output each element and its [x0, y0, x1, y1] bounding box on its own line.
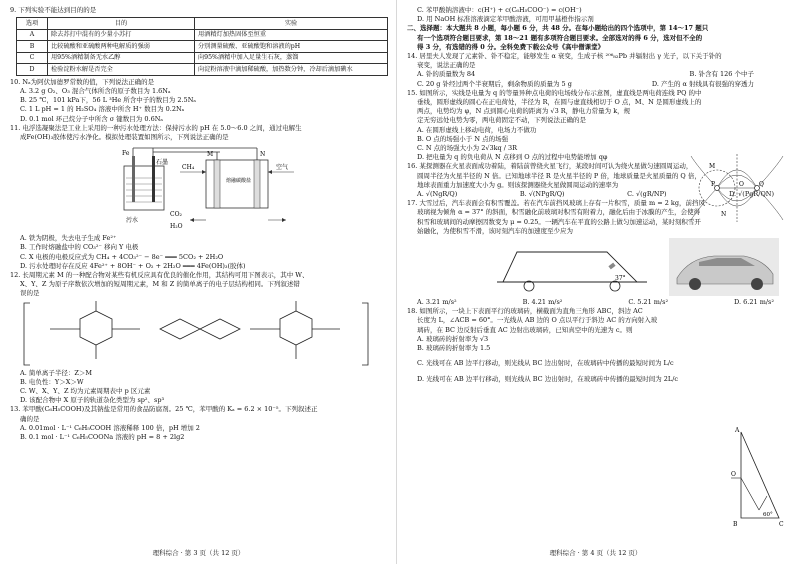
q9-row-option: C [17, 52, 48, 64]
q15-option-d: D. 把电量为 q 的负电荷从 N 点移到 O 点的过程中电势能增加 qφ [417, 153, 608, 162]
fig-label-molten-carbonate: 熔融碳酸盐 [226, 178, 252, 185]
q9-row-option: D [17, 64, 48, 76]
q12-stem-line2: X、Y、Z 为原子序数依次增加的短周期元素，M 和 Z 的简单离子的电子层结构相同。下列叙述错 [20, 280, 300, 289]
q12-option-b: B. 电负性：Y＞X＞W [20, 377, 84, 386]
q17-figure-area [407, 236, 784, 298]
q16-option-d: D. √(PgR/QN) [729, 190, 774, 199]
q18-triangle-figure [727, 426, 787, 530]
q18-stem-line3: 璃砖，在 BC 边反射后垂直 AC 边射出玻璃砖，已知真空中的光速为 c。则 [417, 325, 633, 334]
q9-row-purpose: 用95%酒精制备无水乙醇 [48, 52, 195, 64]
q14-option-b: B. 钋含有 126 个中子 [689, 70, 754, 79]
q9-header-option: 选项 [17, 18, 48, 30]
q10-option-a: A. 3.2 g O₂、O₃ 混合气体所含的原子数目为 1.6Nₐ [20, 86, 171, 95]
fig-label-fe: Fe [122, 150, 130, 158]
q12-stem-line1: 12. 长周期元素 M 的一种配合物对某些有机反应具有优良的催化作用，其结构可用下图表示，其中 W、 [10, 270, 309, 279]
q15-stem-line1: 15. 如图所示，实线是电量为 q 的等量异种点电荷的电场线分布示意图，虚直线是两电荷连线 PQ 的中 [407, 88, 702, 97]
q12-option-a: A. 简单离子半径：Z＞M [20, 368, 92, 377]
q14-options-row1 [407, 70, 784, 79]
q9-table [16, 17, 388, 76]
table-row [17, 52, 388, 64]
table-row [17, 64, 388, 76]
q17-car-diagram [497, 238, 647, 296]
q11-stem-line2: 成Fe(OH)₃胶体使污水净化。模拟处理装置如图所示，下列说法正确的是 [20, 132, 229, 141]
q15-stem-line3: 两点，电势均为 φ，N 点到圆心电荷的距离为 √3 R，静电力常量为 k，规 [417, 107, 631, 116]
fig-label-graphite: 石墨 [156, 159, 169, 167]
q16-stem-line3: 地球表面重力加速度大小为 g。则该探测器绕火星做圆周运动的速率为 [417, 180, 619, 189]
right-page [397, 0, 794, 564]
q17-option-b: B. 4.21 m/s² [522, 298, 563, 307]
q14-option-d: D. 产生的 α 射线具有很强的穿透力 [651, 79, 754, 88]
q14-option-a: A. 钋的质量数为 84 [417, 70, 476, 79]
q13-option-b: B. 0.1 mol · L⁻¹ C₆H₅COONa 溶液的 pH = 8 + 2lg2 [20, 432, 185, 441]
q9-row-purpose: 除去苏打中混有的少量小苏打 [48, 29, 195, 41]
q17-stem-line3: 积雪和玻璃间的动摩擦因数变为 μ = 0.25。一辆汽车在平直的公路上做匀加速运动，某时刻积雪开 [417, 217, 701, 226]
q9-row-experiment: 向95%酒精中加入足量生石灰，蒸馏 [195, 52, 388, 64]
q9-row-option: B [17, 41, 48, 53]
table-row [17, 41, 388, 53]
q15-option-a: A. 在圆形虚线上移动电荷，电场力不做功 [417, 125, 537, 134]
q12-option-d: D. 该配合物中 X 原子的轨道杂化类型为 sp²、sp³ [20, 396, 165, 405]
q16-option-c: C. √(gR/NP) [627, 190, 667, 199]
q9-row-purpose: 检验淀粉水解是否完全 [48, 64, 195, 76]
q13-option-d: D. 用 NaOH 标准溶液滴定苯甲酸溶液，可用甲基橙作指示剂 [417, 15, 594, 24]
fig-label-angle: 60° [763, 512, 773, 518]
fig-label-n: N [721, 211, 727, 218]
q9-row-option: A [17, 29, 48, 41]
fig-label-p: P [711, 181, 716, 188]
fig-label-m: M [709, 163, 716, 170]
q15-stem-line4: 定无穷远处电势为零，两电荷固定不动，下列说法正确的是 [417, 116, 586, 125]
q15-option-b: B. O 点的场强小于 N 点的场强 [417, 134, 509, 143]
fig-label-n: N [260, 151, 266, 159]
q15-field-figure [687, 152, 787, 224]
q11-option-c: C. X 电极的电极反应式为 CH₄ + 4CO₃²⁻ − 8e⁻ ═══ 5CO₂ + 2H₂O [20, 252, 224, 261]
fig-label-o: O [739, 181, 744, 188]
q11-option-a: A. 铁为阴极，失去电子生成 Fe²⁺ [20, 234, 117, 243]
q16-stem-line1: 16. 某探测器在火星表面成功着陆，着陆前曾绕火星飞行，某段时间可认为绕火星做匀速圆周运动， [407, 162, 693, 171]
q15-option-c: C. N 点的场强大小为 2√3kq / 3R [417, 144, 518, 153]
fig-label-wastewater: 污水 [126, 217, 139, 225]
q11-option-b: B. 工作时熔融盐中的 CO₃²⁻ 移向 Y 电极 [20, 243, 139, 252]
q17-stem-line4: 始融化，为使积雪不滑，该时刻汽车的加速度至少应为 [417, 226, 573, 235]
q16-option-b: B. √(NPgR/Q) [519, 190, 565, 199]
fig-label-o: O [731, 471, 736, 478]
q13-stem-line2: 确的是 [20, 414, 40, 423]
right-page-footer: 理科综合 · 第 4 页（共 12 页） [549, 548, 642, 557]
q14-stem-line1: 14. 居里夫人发现了元素钋、钋不稳定，能够发生 α 衰变，生成子核 ²⁰⁶₈₂Pb 并辐射出 γ 光子，以下关于钋的 [407, 52, 722, 61]
q9-row-purpose: 比较硫酸和亚硫酸两种电解质的强弱 [48, 41, 195, 53]
q12-option-c: C. W、X、Y、Z 均为元素周期表中 p 区元素 [20, 386, 151, 395]
q17-car-photo [669, 238, 779, 296]
q9-stem: 9. 下列实验不能达到目的的是 [10, 6, 97, 14]
q17-options-row [407, 298, 784, 307]
q17-stem-line2: 玻璃视为倾角 α = 37° 的斜面，积雪融化前玻璃对积雪有附着力，融化后由于冰膜的产生，会使得 [417, 208, 701, 217]
q13-stem-line1: 13. 苯甲酸(C₆H₅COOH)及其钠盐是常用的食品防腐剂。25 ℃，苯甲酸的 Kₐ = 6.2 × 10⁻⁵。下列叙述正 [10, 405, 318, 414]
q13-option-c: C. 苯甲酸钠溶液中：c(H⁺) + c(C₆H₅COO⁻) = c(OH⁻) [417, 6, 582, 14]
fig-label-co2: CO₂ [170, 211, 182, 219]
q18-option-d: D. 光线可在 AB 边平行移动，则光线从 BC 边出射时，在玻璃砖中传播的最短时间为 2L/c [417, 374, 679, 383]
q17-option-a: A. 3.21 m/s² [417, 298, 457, 307]
q15-stem-line2: 垂线，圆形虚线的圆心在正电荷处，半径为 R，在圆与虚直线相切于 O 点，M、N 是圆形虚线上的 [417, 98, 702, 107]
q13-option-a: A. 0.01mol · L⁻¹ C₆H₅COOH 溶液稀释 100 倍，pH 增加 2 [20, 423, 200, 432]
q17-option-d: D. 6.21 m/s² [734, 298, 774, 307]
q17-option-c: C. 5.21 m/s² [628, 298, 669, 307]
q18-stem-line1: 18. 如图所示，一块上下表面平行的玻璃砖，横截面为直角三角形 ABC，斜边 AC [407, 307, 643, 316]
fig-label-c: C [779, 521, 784, 528]
q14-options-row2 [407, 80, 784, 89]
q17-angle-label: 37° [615, 275, 626, 283]
fig-label-air: 空气 [276, 164, 289, 172]
q18-option-c: C. 光线可在 AB 边平行移动，则光线从 BC 边出射时，在玻璃砖中传播的最短时间为 L/c [417, 359, 674, 368]
q18-stem-line2: 长度为 L，∠ACB = 60°。一光线从 AB 边的 O 点以平行于斜边 AC 的方向射入玻 [417, 316, 658, 325]
section2-instructions-line2: 有一个选项符合题目要求，第 18～21 题有多项符合题目要求。全部选对的得 6 分，选对但不全的 [417, 33, 703, 42]
q10-option-d: D. 0.1 mol 环己烷分子中所含 σ 键数目为 0.6Nₐ [20, 114, 163, 123]
q17-stem-line1: 17. 大雪过后，汽车表面会有积雪覆盖。若在汽车前挡风玻璃上存有一片积雪，质量 m = 2 kg，前挡风 [407, 199, 706, 208]
q9-row-experiment: 分别测量硫酸、亚硫酸饱和溶液的pH [195, 41, 388, 53]
q16-stem-line2: 圆周半径为火星半径的 N 倍。已知地球半径 R 是火星半径的 P 倍，地球质量是火星质量的 Q 倍， [417, 171, 701, 180]
q12-stem-line3: 误的是 [20, 289, 40, 298]
q18-option-a: A. 玻璃砖的折射率为 √3 [417, 334, 489, 343]
q14-option-c: C. 20 g 钋经过两个半衰期后，剩余物质的质量为 5 g [417, 79, 572, 88]
section2-instructions-line1: 二、选择题：本大题共 8 小题，每小题 6 分，共 48 分。在每小题给出的四个选项中，第 14～17 题只 [407, 24, 709, 33]
q10-option-c: C. 1 L pH = 1 的 H₂SO₄ 溶液中所含 H⁺ 数目为 0.2Nₐ [20, 105, 185, 114]
section2-instructions-line3: 得 3 分，有选错的得 0 分。全科免费下载公众号《高中僧课堂》 [417, 42, 605, 51]
q9-row-experiment: 向淀粉溶液中滴加稀硫酸，加热数分钟，冷却后滴加碘水 [195, 64, 388, 76]
q11-option-d: D. 污水处理时存在反应 4Fe²⁺ + 8OH⁻ + O₂ + 2H₂O ═══ 4Fe(OH)₃(胶体) [20, 261, 246, 270]
fig-label-ch4: CH₄ [182, 164, 195, 172]
fig-label-a: A [735, 427, 740, 434]
q18-option-b: B. 玻璃砖的折射率为 1.5 [417, 344, 491, 353]
q10-option-b: B. 25 ℃，101 kPa下，56 L ³He 所含中子的数目为 2.5Nₐ [20, 96, 196, 105]
q11-apparatus-figure [110, 142, 320, 234]
left-page-footer: 理科综合 · 第 3 页（共 12 页） [152, 548, 245, 557]
q14-stem-line2: 衰变，说法正确的是 [417, 61, 476, 70]
table-row [17, 29, 388, 41]
fig-label-q: Q [759, 181, 764, 188]
q12-structure-figure [10, 299, 382, 369]
fig-label-m: M [207, 151, 214, 159]
q9-row-experiment: 用酒精灯加热固体至恒重 [195, 29, 388, 41]
fig-label-h2o: H₂O [170, 223, 183, 231]
q10-stem: 10. Nₐ为阿伏加德罗常数的值，下列说法正确的是 [10, 77, 155, 86]
q16-option-a: A. √(NgR/Q) [417, 190, 458, 199]
q9-header-purpose: 目的 [48, 18, 195, 30]
q9-header-row [17, 18, 388, 30]
q11-stem-line1: 11. 电浮选凝聚法是工业上采用的一种污水处理方法：保持污水的 pH 在 5.0～6.0 之间，通过电解生 [10, 123, 302, 132]
q9-header-experiment: 实验 [195, 18, 388, 30]
fig-label-b: B [733, 521, 738, 528]
